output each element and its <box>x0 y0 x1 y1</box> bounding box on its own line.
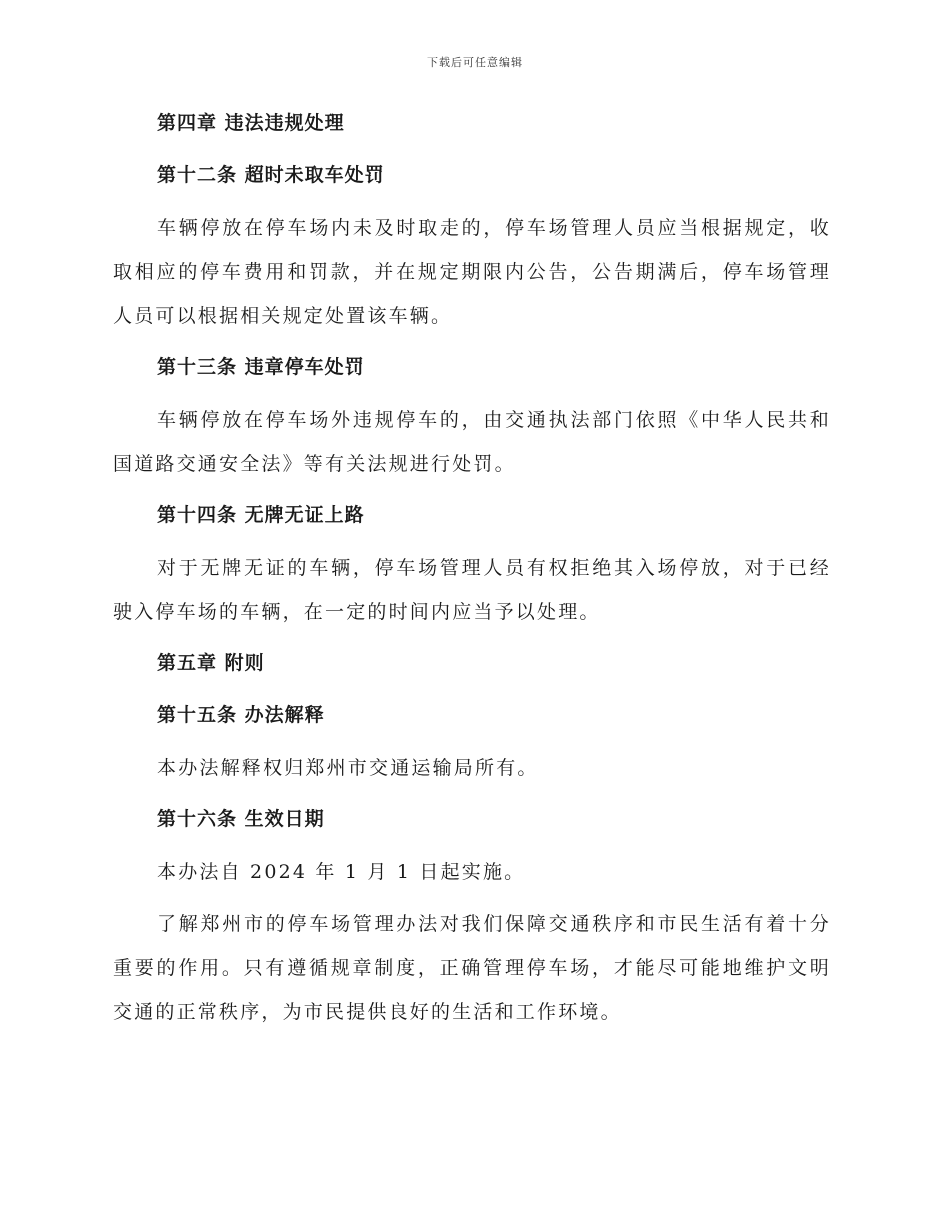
article-paragraph: 车辆停放在停车场外违规停车的，由交通执法部门依照《中华人民共和国道路交通安全法》等有关法规进行处罚。 <box>113 409 831 475</box>
article-heading: 第十五条 办法解释 <box>157 704 325 726</box>
article-heading: 第十四条 无牌无证上路 <box>157 504 365 526</box>
page-header: 下载后可任意编辑 <box>427 56 523 69</box>
document-body <box>113 108 831 1048</box>
chapter-heading: 第四章 违法违规处理 <box>157 112 345 134</box>
article-heading: 第十二条 超时未取车处罚 <box>157 164 385 186</box>
article-heading: 第十六条 生效日期 <box>157 808 325 830</box>
article-paragraph: 本办法解释权归郑州市交通运输局所有。 <box>157 757 539 779</box>
article-paragraph: 对于无牌无证的车辆，停车场管理人员有权拒绝其入场停放，对于已经驶入停车场的车辆，在一定的时间内应当予以处理。 <box>113 557 831 623</box>
article-paragraph: 本办法自 2024 年 1 月 1 日起实施。 <box>157 861 526 883</box>
chapter-heading: 第五章 附则 <box>157 652 265 674</box>
article-paragraph: 车辆停放在停车场内未及时取走的，停车场管理人员应当根据规定，收取相应的停车费用和罚款，并在规定期限内公告，公告期满后，停车场管理人员可以根据相关规定处置该车辆。 <box>113 217 831 327</box>
article-heading: 第十三条 违章停车处罚 <box>157 356 365 378</box>
conclusion-paragraph: 了解郑州市的停车场管理办法对我们保障交通秩序和市民生活有着十分重要的作用。只有遵循规章制度，正确管理停车场，才能尽可能地维护文明交通的正常秩序，为市民提供良好的生活和工作环境。 <box>113 913 831 1023</box>
